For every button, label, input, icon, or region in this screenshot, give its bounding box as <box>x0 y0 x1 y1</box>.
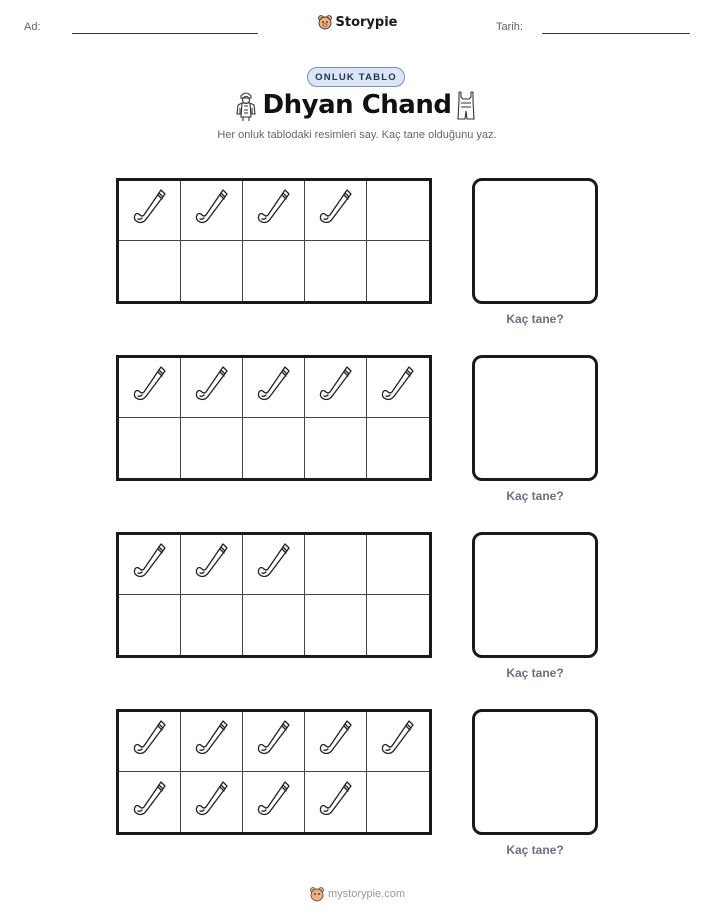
page-title: Dhyan Chand <box>262 90 452 120</box>
ten-frame-cell <box>181 712 243 772</box>
brand-logo <box>0 14 714 35</box>
ten-frame-cell <box>305 535 367 595</box>
storypie-mascot-icon <box>317 14 333 30</box>
date-line[interactable] <box>542 33 690 34</box>
answer-label-3: Kaç tane? <box>506 666 564 680</box>
ten-frame-4 <box>116 709 432 835</box>
ten-frame-3 <box>116 532 432 658</box>
answer-box-2[interactable] <box>472 355 598 481</box>
ten-frame-cell <box>367 595 429 655</box>
date-label: Tarih: <box>496 21 523 33</box>
ten-frame-cell <box>367 181 429 241</box>
ten-frame-cell <box>119 712 181 772</box>
ten-frame-cell <box>119 358 181 418</box>
ten-frame-cell <box>305 181 367 241</box>
ten-frame-cell <box>305 772 367 832</box>
hockey-stick-icon <box>378 719 418 764</box>
answer-box-1[interactable] <box>472 178 598 304</box>
hockey-stick-icon <box>254 365 294 410</box>
ten-frame-cell <box>119 418 181 478</box>
ten-frame-cell <box>119 535 181 595</box>
ten-frame-cell <box>367 418 429 478</box>
instructions: Her onluk tablodaki resimleri say. Kaç tane olduğunu yaz. <box>217 129 497 141</box>
ten-frame-cell <box>181 418 243 478</box>
ten-frame-cell <box>119 595 181 655</box>
name-label: Ad: <box>24 21 41 33</box>
hockey-stick-icon <box>316 719 356 764</box>
hockey-stick-icon <box>192 542 232 587</box>
answer-label-2: Kaç tane? <box>506 489 564 503</box>
brand-name: Storypie <box>335 14 398 30</box>
ten-frame-cell <box>119 772 181 832</box>
hockey-stick-icon <box>130 188 170 233</box>
jersey-icon <box>455 91 477 121</box>
hockey-stick-icon <box>130 719 170 764</box>
ten-frame-cell <box>243 595 305 655</box>
ten-frame-cell <box>181 241 243 301</box>
ten-frame-cell <box>181 772 243 832</box>
ten-frame-cell <box>243 418 305 478</box>
ten-frame-cell <box>243 241 305 301</box>
ten-frame-cell <box>243 535 305 595</box>
hockey-stick-icon <box>130 365 170 410</box>
hockey-stick-icon <box>130 780 170 825</box>
hockey-stick-icon <box>316 365 356 410</box>
hockey-stick-icon <box>316 780 356 825</box>
answer-label-4: Kaç tane? <box>506 843 564 857</box>
ten-frame-cell <box>305 358 367 418</box>
hockey-stick-icon <box>316 188 356 233</box>
answer-box-4[interactable] <box>472 709 598 835</box>
ten-frame-cell <box>367 772 429 832</box>
ten-frame-cell <box>367 241 429 301</box>
ten-frame-cell <box>243 181 305 241</box>
answer-label-1: Kaç tane? <box>506 312 564 326</box>
hockey-stick-icon <box>192 780 232 825</box>
hockey-stick-icon <box>378 365 418 410</box>
hockey-stick-icon <box>192 365 232 410</box>
topic-badge: ONLUK TABLO <box>307 67 405 87</box>
ten-frame-cell <box>305 712 367 772</box>
ten-frame-cell <box>119 241 181 301</box>
hockey-stick-icon <box>192 188 232 233</box>
answer-box-3[interactable] <box>472 532 598 658</box>
hockey-stick-icon <box>254 780 294 825</box>
ten-frame-cell <box>367 358 429 418</box>
hockey-stick-icon <box>254 719 294 764</box>
ten-frame-cell <box>243 358 305 418</box>
hockey-stick-icon <box>254 542 294 587</box>
hockey-stick-icon <box>130 542 170 587</box>
ten-frame-cell <box>305 595 367 655</box>
ten-frame-cell <box>119 181 181 241</box>
ten-frame-cell <box>181 535 243 595</box>
ten-frame-cell <box>243 712 305 772</box>
footer-site[interactable]: mystorypie.com <box>327 888 406 900</box>
ten-frame-2 <box>116 355 432 481</box>
ten-frame-cell <box>305 241 367 301</box>
ten-frame-cell <box>181 358 243 418</box>
ten-frame-cell <box>367 712 429 772</box>
ten-frame-cell <box>181 595 243 655</box>
hockey-stick-icon <box>192 719 232 764</box>
ten-frame-cell <box>367 535 429 595</box>
storypie-mascot-icon <box>309 886 325 902</box>
hockey-stick-icon <box>254 188 294 233</box>
ten-frame-cell <box>243 772 305 832</box>
ten-frame-cell <box>305 418 367 478</box>
ten-frame-cell <box>181 181 243 241</box>
footer <box>0 886 714 907</box>
ten-frame-1 <box>116 178 432 304</box>
